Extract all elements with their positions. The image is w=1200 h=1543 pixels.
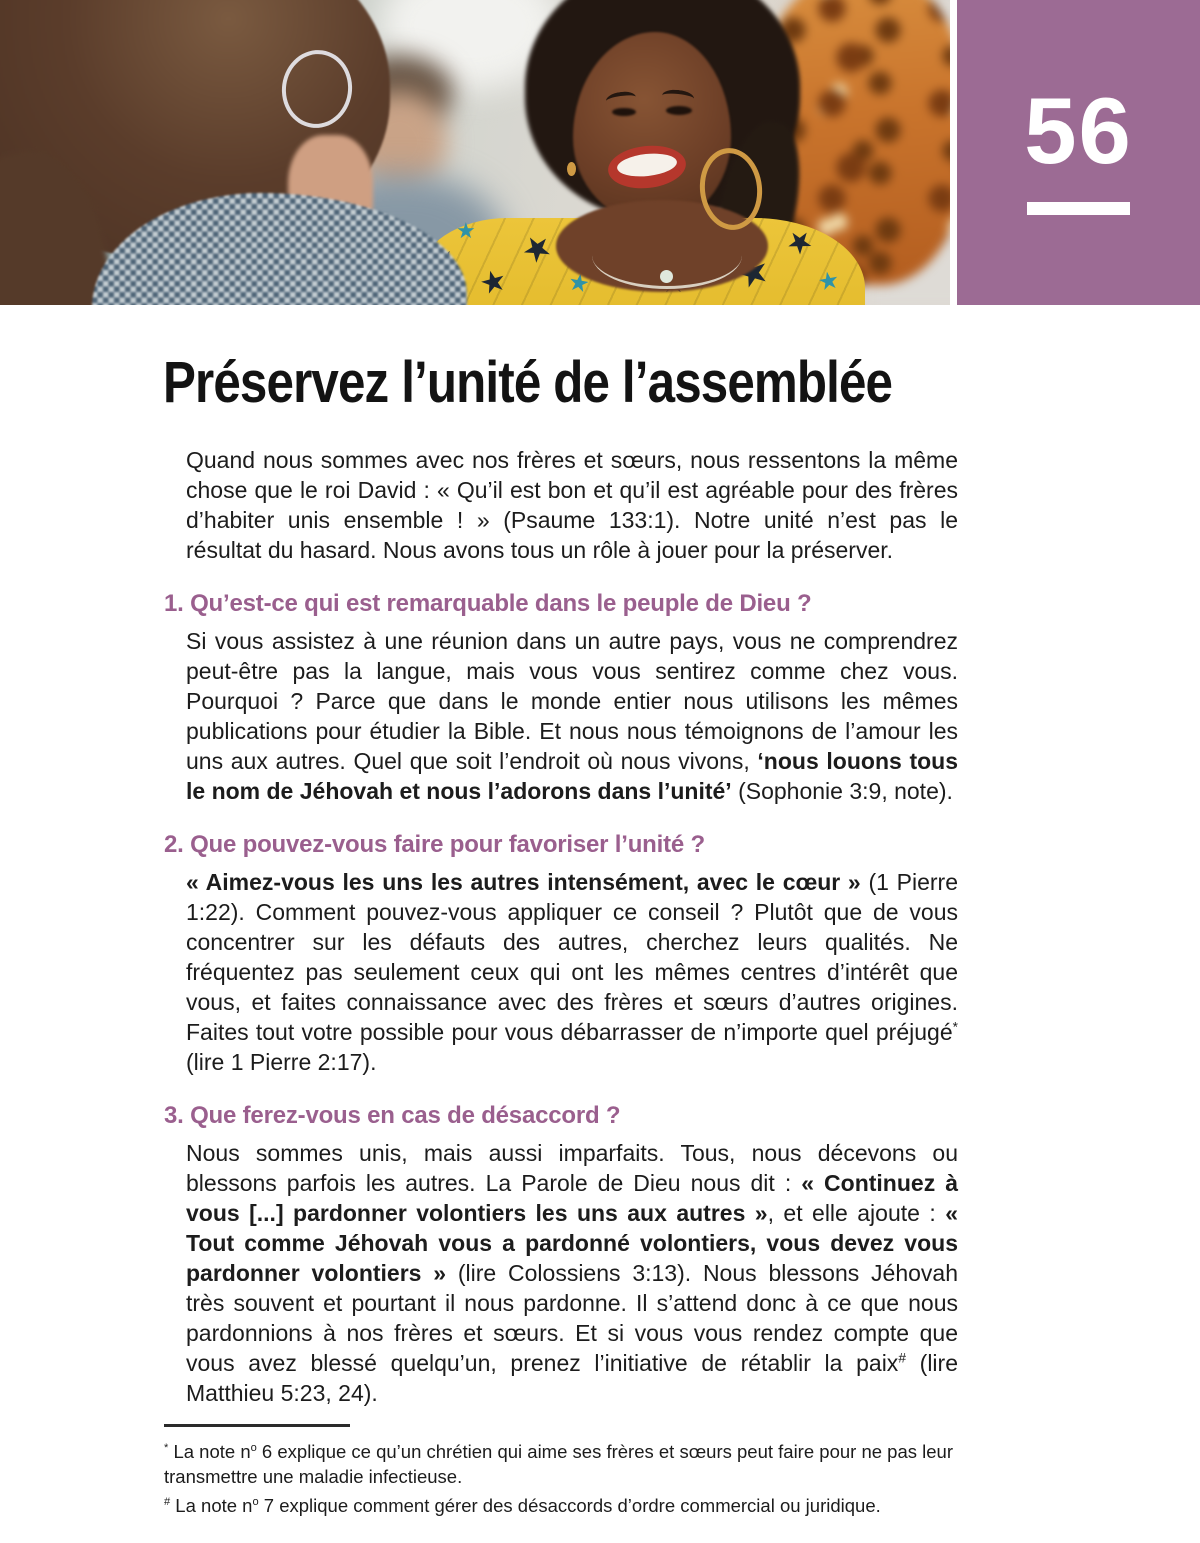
footnote-asterisk: * La note $n^o$ 6 explique ce qu’un chrétien qui aime ses frères et sœurs peut faire pour ne pas leur transmettre une maladie infectieuse. — [164, 1441, 953, 1488]
paragraph-2: « Aimez-vous les uns les autres intensément, avec le cœur » (1 Pierre 1:22). Comment pouvez-vous appliquer ce conseil ? Plutôt que de vous concentrer sur les défauts des autres, cherchez leurs qualités. Ne fréquentez pas seulement ceux qui ont les mêmes centres d’intérêt que vous, et faites connaissance avec des frères et sœurs d’autres origines. Faites tout votre possible pour vous débarrasser de n’importe quel préjugé* (lire 1 Pierre 2:17). — [186, 869, 959, 1076]
lesson-number: 56 — [1024, 78, 1133, 183]
photo-smiling-woman-eye-right — [666, 106, 692, 115]
paragraph-1: Si vous assistez à une réunion dans un autre pays, vous ne comprendrez peut-être pas la langue, mais vous vous sentirez comme chez vous. Pourquoi ? Parce que dans le monde entier nous utilisons les mêmes publications pour étudier la Bible. Et nous nous témoignons de l’amour les uns aux autres. Quel que soit l’endroit où nous vivons, ‘nous louons tous le nom de Jéhovah et nous l’adorons dans l’unité’ (Sophonie 3:9, note). — [186, 628, 958, 805]
paragraph-3: Nous sommes unis, mais aussi imparfaits. Tous, nous décevons ou blessons parfois les autres. La Parole de Dieu nous dit : « Continuez à vous [...] pardonner volontiers les uns aux autres », et elle ajoute : « Tout comme Jéhovah vous a pardonné volontiers, vous devez vous pardonner volontiers » (lire Colossiens 3:13). Nous blessons Jéhovah très souvent et pourtant il nous pardonne. Il s’attend donc à ce que nous pardonnions à nos frères et sœurs. Et si vous vous rendez compte que vous avez blessé quelqu’un, prenez l’initiative de rétablir la paix# (lire Matthieu 5:23, 24). — [186, 1140, 959, 1407]
page-header — [0, 0, 1200, 305]
question-1: 1. Qu’est-ce qui est remarquable dans le peuple de Dieu ? — [164, 590, 812, 618]
footnote-separator — [164, 1424, 350, 1427]
lesson-number-underline — [1027, 202, 1130, 215]
intro-paragraph: Quand nous sommes avec nos frères et sœurs, nous ressentons la même chose que le roi David : « Qu’il est bon et qu’il est agréable pour des frères d’habiter unis ensemble ! » (Psaume 133:1). Notre unité n’est pas le résultat du hasard. Nous avons tous un rôle à jouer pour la préserver. — [186, 447, 958, 564]
lesson-title: Préservez l’unité de l’assemblée — [163, 350, 893, 415]
lesson-content — [0, 305, 1200, 1522]
question-2: 2. Que pouvez-vous faire pour favoriser l’unité ? — [164, 831, 705, 859]
photo-smiling-woman-eye-left — [612, 108, 636, 116]
footnote-hash: # La note $n^o$ 7 explique comment gérer des désaccords d’ordre commercial ou juridique. — [164, 1495, 881, 1517]
photo-necklace-flower-pendant — [660, 270, 673, 283]
header-photo — [0, 0, 950, 305]
question-3: 3. Que ferez-vous en cas de désaccord ? — [164, 1102, 621, 1130]
photo-gold-stud-earring — [567, 162, 576, 176]
lesson-number-panel — [957, 0, 1200, 305]
footnotes — [164, 1424, 954, 1518]
